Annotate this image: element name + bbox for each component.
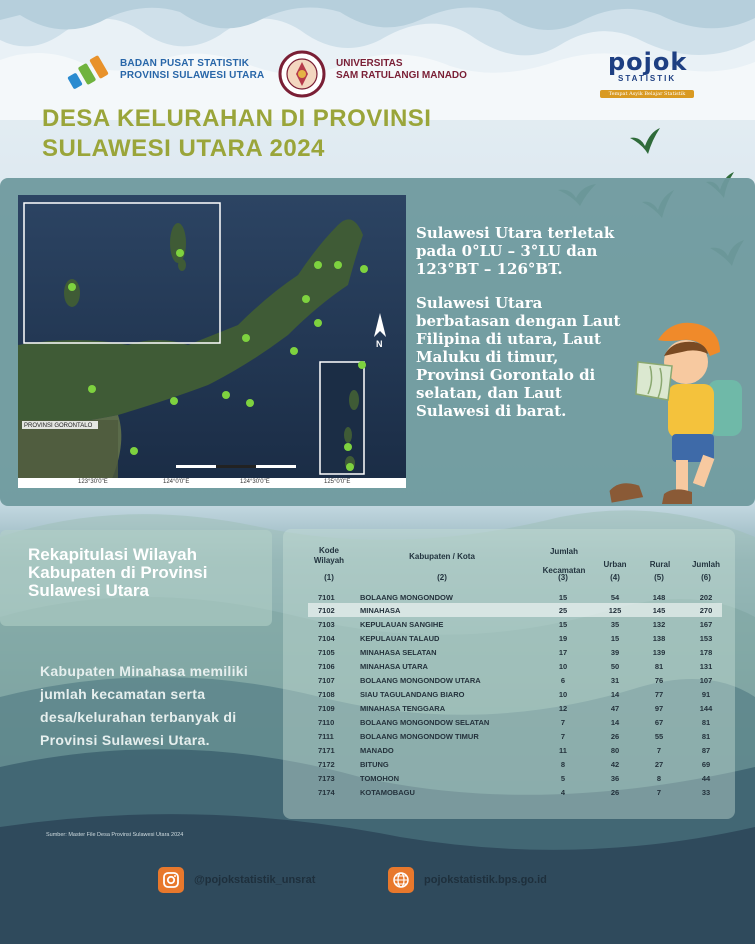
table-row: 7101 BOLAANG MONGONDOW 15 54 148 202 xyxy=(318,593,713,602)
description-borders: Sulawesi Utara berbatasan dengan Laut Filipina di utara, Laut Maluku di timur, Provinsi Gorontalo di selatan, dan Laut Sulawesi di barat. xyxy=(416,294,621,420)
table-row: 7110 BOLAANG MONGONDOW SELATAN 7 14 67 81 xyxy=(318,718,711,727)
header-num: (5) xyxy=(654,573,664,582)
svg-text:N: N xyxy=(376,339,383,349)
header-kabupaten: Kabupaten / Kota xyxy=(409,552,475,561)
instagram-handle[interactable]: @pojokstatistik_unsrat xyxy=(194,874,316,886)
bps-name xyxy=(120,58,264,82)
table-row: 7174 KOTAMOBAGU 4 26 7 33 xyxy=(318,788,711,797)
header-rural: Rural xyxy=(649,560,671,569)
table-row: 7111 BOLAANG MONGONDOW TIMUR 7 26 55 81 xyxy=(318,732,711,741)
title-line2: SULAWESI UTARA 2024 xyxy=(42,135,325,162)
map-scale-bar xyxy=(176,465,296,468)
unsrat-name xyxy=(336,58,467,82)
map-x-tick: 124°30'0"E xyxy=(240,479,270,485)
globe-icon xyxy=(388,867,414,893)
explorer-kid-icon xyxy=(602,310,752,522)
pojok-wordmark: pojok xyxy=(608,48,688,76)
map-x-tick: 124°0'0"E xyxy=(163,479,190,485)
map-province-label: PROVINSI GORONTALO xyxy=(24,423,93,429)
bird-icon xyxy=(628,126,662,160)
pojok-tagline: Tempat Asyik Belajar Statistik xyxy=(600,90,694,98)
pojok-subtitle: STATISTIK xyxy=(618,74,677,83)
recap-title: Rekapitulasi Wilayah Kabupaten di Provinsi Sulawesi Utara xyxy=(28,545,208,600)
header-urban: Urban xyxy=(603,560,627,569)
province-map xyxy=(18,195,406,488)
table-row: 7103 KEPULAUAN SANGIHE 15 35 132 167 xyxy=(318,620,713,629)
table-row: 7108 SIAU TAGULANDANG BIARO 10 14 77 91 xyxy=(318,690,711,699)
bps-line2: PROVINSI SULAWESI UTARA xyxy=(120,70,265,81)
table-row: 7105 MINAHASA SELATAN 17 39 139 178 xyxy=(318,648,713,657)
recap-description: Kabupaten Minahasa memiliki jumlah kecamatan serta desa/kelurahan terbanyak di Provinsi Sulawesi Utara. xyxy=(40,663,249,748)
unsrat-line1: UNIVERSITAS xyxy=(336,58,403,69)
map-x-tick: 125°0'0"E xyxy=(324,479,351,485)
description-location: Sulawesi Utara terletak pada 0°LU – 3°LU dan 123°BT – 126°BT. xyxy=(416,224,615,278)
map-x-tick: 123°30'0"E xyxy=(78,479,108,485)
province-description xyxy=(416,224,622,436)
table-row: 7102 MINAHASA 25 125 145 270 xyxy=(308,603,722,617)
header-num: (2) xyxy=(437,573,447,582)
header-num: (6) xyxy=(701,573,711,582)
instagram-link[interactable] xyxy=(158,866,315,894)
header-num: (3) xyxy=(558,573,568,582)
map-x-axis xyxy=(18,478,406,488)
page-title xyxy=(42,104,431,164)
title-line1: DESA KELURAHAN DI PROVINSI xyxy=(42,105,432,132)
instagram-icon xyxy=(158,867,184,893)
table-row: 7109 MINAHASA TENGGARA 12 47 97 144 xyxy=(318,704,713,713)
table-row: 7106 MINAHASA UTARA 10 50 81 131 xyxy=(318,662,713,671)
unsrat-seal-icon xyxy=(278,50,326,98)
header-num: (1) xyxy=(324,573,334,582)
header-kecamatan: Jumlah Kecamatan xyxy=(542,547,586,575)
header-kode: Kode Wilayah xyxy=(313,546,345,565)
website-link[interactable] xyxy=(388,866,547,894)
table-row: 7171 MANADO 11 80 7 87 xyxy=(318,746,711,755)
table-row: 7104 KEPULAUAN TALAUD 19 15 138 153 xyxy=(318,634,713,643)
bps-logo-icon xyxy=(66,52,114,92)
unsrat-line2: SAM RATULANGI MANADO xyxy=(336,70,467,81)
table-row: 7107 BOLAANG MONGONDOW UTARA 6 31 76 107 xyxy=(318,676,713,685)
website-url[interactable]: pojokstatistik.bps.go.id xyxy=(424,874,547,886)
bps-line1: BADAN PUSAT STATISTIK xyxy=(120,58,250,69)
header-num: (4) xyxy=(610,573,620,582)
header-jumlah: Jumlah xyxy=(691,560,720,569)
table-row: 7173 TOMOHON 5 36 8 44 xyxy=(318,774,711,783)
source-note: Sumber: Master File Desa Provinsi Sulawesi Utara 2024 xyxy=(46,832,184,838)
table-row: 7172 BITUNG 8 42 27 69 xyxy=(318,760,711,769)
